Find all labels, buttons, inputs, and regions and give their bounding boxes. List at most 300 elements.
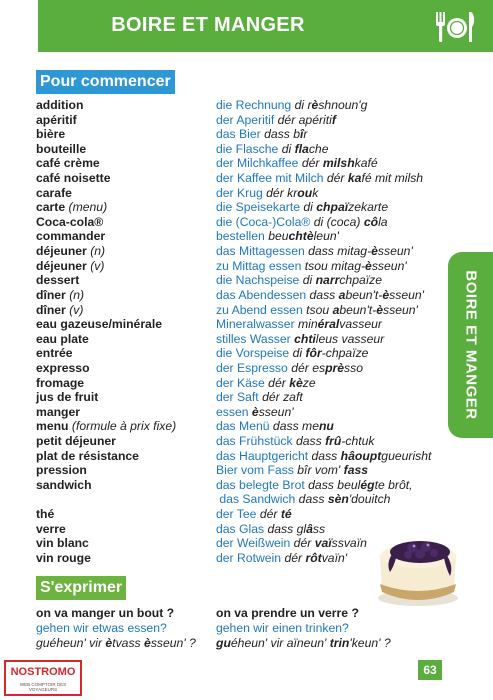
pronunciation: [299, 492, 391, 506]
german-translation: [216, 478, 456, 507]
french-word: addition: [36, 98, 84, 112]
pronunciation: [268, 522, 326, 536]
pronunciation-segment: sseun': [389, 287, 424, 302]
pronunciation: [252, 405, 294, 419]
pronunciation: [268, 229, 339, 243]
phrase-question-fr: on va manger un bout ?: [36, 606, 175, 620]
french-word: déjeuner: [36, 258, 87, 273]
french-term: [36, 405, 216, 420]
pronunciation: [297, 463, 368, 477]
pronunciation-segment: di: [292, 346, 306, 361]
pronunciation-segment: frû: [325, 434, 342, 449]
french-term: [36, 332, 216, 347]
french-term: [36, 229, 216, 244]
pronunciation-segment: fass: [343, 463, 369, 478]
german-word: Bier vom Fass: [216, 463, 294, 478]
french-term: [36, 215, 216, 230]
pronunciation-segment: r: [303, 127, 308, 142]
french-term: [36, 390, 216, 405]
pronunciation-segment: chpaï: [316, 200, 349, 215]
french-term: [36, 449, 216, 464]
pronunciation-segment: ou: [297, 185, 313, 200]
phrase-right: [216, 606, 391, 651]
vocab-row: [36, 127, 476, 142]
vocab-row: [36, 98, 476, 113]
pronunciation-segment: dass: [298, 492, 328, 507]
vocab-row: [36, 273, 476, 288]
french-term: [36, 303, 216, 318]
pronunciation-segment: -chpaïze: [321, 346, 369, 361]
french-word: bière: [36, 127, 66, 142]
pronunciation: [312, 449, 432, 463]
french-term: [36, 434, 216, 449]
pronunciation: [314, 215, 388, 229]
pronunciation-segment: tsou: [306, 302, 333, 317]
pronunciation-segment: cô: [363, 214, 379, 229]
french-word: carte: [36, 200, 66, 215]
french-word: menu: [36, 419, 69, 434]
pronunciation-segment: è: [144, 636, 151, 650]
pronunciation-segment: 'keun' ?: [349, 636, 391, 650]
pronunciation: [260, 507, 292, 521]
french-term: [36, 419, 216, 434]
pronunciation-segment: dér es: [291, 360, 326, 375]
cheesecake-image: [368, 528, 468, 613]
french-term: [36, 522, 216, 537]
german-word: zu Abend essen: [216, 302, 303, 317]
german-translation: [216, 186, 456, 201]
german-word: das Bier: [216, 127, 261, 142]
pronunciation-segment: -chtuk: [341, 434, 375, 449]
pronunciation-segment: té: [280, 507, 292, 522]
vocab-row: [36, 405, 476, 420]
pronunciation-segment: dass b: [264, 127, 301, 142]
nostromo-logo: NOSTROMO WEB COMPTOIR DES VOYAGEURS: [4, 660, 82, 696]
pronunciation: [284, 551, 347, 565]
vocab-row: [36, 317, 476, 332]
german-translation: [216, 273, 456, 288]
german-translation: [216, 142, 456, 157]
pronunciation: [293, 346, 369, 360]
french-note: (n): [90, 244, 106, 259]
german-translation: [216, 507, 456, 522]
pronunciation-segment: vasseur: [339, 317, 382, 332]
pronunciation-segment: shnoun'g: [318, 98, 368, 112]
vocab-row: [36, 390, 476, 405]
pronunciation: [264, 127, 307, 141]
pronunciation-segment: dér kr: [266, 185, 298, 200]
french-term: [36, 171, 216, 186]
pronunciation: [295, 98, 368, 112]
pronunciation-segment: dass gl: [267, 521, 307, 536]
pronunciation-segment: sseun': [383, 302, 418, 317]
german-word: die Flasche: [216, 141, 279, 156]
pronunciation-segment: kè: [289, 375, 303, 390]
french-term: [36, 536, 216, 551]
pronunciation-segment: dass: [309, 287, 339, 302]
phrase-left: [36, 606, 196, 651]
pronunciation-segment: min: [297, 317, 318, 332]
pronunciation-segment: f: [331, 112, 336, 127]
pronunciation-segment: la: [378, 214, 388, 229]
pronunciation-segment: chpaïze: [339, 273, 383, 288]
pronunciation-segment: vaïn': [321, 550, 348, 565]
german-word: der Kaffee mit Milch: [216, 171, 324, 186]
section-title-s-exprimer: S'exprimer: [36, 576, 126, 600]
french-word: eau gazeuse/minérale: [36, 317, 162, 332]
german-word: die Nachspeise: [216, 273, 300, 288]
pronunciation-segment: rôt: [305, 550, 322, 565]
pronunciation-segment: fôr: [305, 346, 322, 361]
german-translation: [216, 156, 456, 171]
pronunciation-segment: â: [306, 521, 313, 536]
pronunciation-segment: leun': [313, 229, 339, 244]
french-word: Coca-cola®: [36, 214, 104, 229]
pronunciation-segment: sèn: [327, 492, 349, 507]
pronunciation: [291, 361, 363, 375]
german-word: bestellen: [216, 229, 265, 244]
section-title-pour-commencer: Pour commencer: [36, 70, 175, 94]
pronunciation-segment: leus vasseur: [315, 331, 385, 346]
pronunciation-segment: kafé: [354, 156, 378, 171]
french-word: dîner: [36, 287, 66, 302]
pronunciation: [273, 419, 334, 433]
german-translation: [216, 200, 456, 215]
french-word: vin blanc: [36, 536, 89, 551]
french-word: fromage: [36, 375, 85, 390]
pronunciation-segment: dass: [295, 434, 326, 449]
phrase-pronunciation: [36, 636, 196, 651]
side-tab-label: BOIRE ET MANGER: [462, 270, 479, 420]
pronunciation-segment: sseun' ?: [150, 636, 196, 650]
french-word: eau plate: [36, 331, 89, 346]
pronunciation-segment: dér: [301, 156, 323, 171]
pronunciation-segment: milsh: [322, 156, 355, 171]
german-word: stilles Wasser: [216, 331, 291, 346]
german-word: essen: [216, 404, 249, 419]
german-word: der Rotwein: [216, 550, 282, 565]
french-word: vin rouge: [36, 550, 91, 565]
vocabulary-list: [36, 98, 476, 565]
pronunciation-segment: dér zaft: [262, 390, 303, 405]
vocab-row: [36, 156, 476, 171]
vocab-row: [36, 229, 476, 244]
german-translation: [216, 376, 456, 391]
pronunciation-segment: ég: [360, 477, 375, 492]
french-term: [36, 200, 216, 215]
pronunciation-segment: sseun': [258, 404, 294, 419]
german-translation: [216, 127, 456, 142]
vocab-row: [36, 142, 476, 157]
pronunciation-segment: a: [332, 302, 340, 317]
german-translation: [216, 215, 456, 230]
pronunciation: [306, 303, 418, 317]
pronunciation-segment: vaï: [314, 536, 332, 551]
vocab-row: [36, 186, 476, 201]
pronunciation: [308, 478, 412, 492]
german-word: die (Coca-)Cola®: [216, 214, 311, 229]
pronunciation-segment: beun't-: [339, 302, 377, 317]
pronunciation-segment: fla: [294, 141, 309, 156]
vocab-row: [36, 244, 476, 259]
french-word: café crème: [36, 156, 100, 171]
german-translation: [216, 317, 456, 332]
german-word: das Hauptgericht: [216, 448, 309, 463]
german-word: die Vorspeise: [216, 346, 290, 361]
pronunciation-segment: è: [311, 98, 319, 112]
german-translation: [216, 449, 456, 464]
german-word: zu Mittag essen: [216, 258, 302, 273]
pronunciation-segment: tvass: [112, 636, 145, 650]
pronunciation-segment: dér: [284, 550, 306, 565]
pronunciation-segment: 'douitch: [348, 492, 391, 507]
german-word: der Saft: [216, 390, 259, 405]
german-translation: [216, 434, 456, 449]
pronunciation-segment: è: [365, 258, 372, 273]
vocab-row: [36, 200, 476, 215]
pronunciation-segment: è: [371, 244, 378, 259]
german-translation: [216, 98, 456, 113]
french-word: petit déjeuner: [36, 434, 116, 449]
pronunciation-segment: è: [251, 404, 259, 419]
pronunciation-segment: di: [302, 273, 316, 288]
vocab-row: [36, 288, 476, 303]
french-word: thé: [36, 507, 55, 522]
pronunciation-segment: sseun': [377, 244, 413, 259]
pronunciation-segment: è: [105, 636, 113, 650]
german-word: der Weißwein: [216, 536, 291, 551]
french-note: (formule à prix fixe): [71, 419, 177, 434]
french-word: plat de résistance: [36, 448, 139, 463]
pronunciation-segment: di (coca): [313, 214, 364, 229]
french-word: verre: [36, 521, 66, 536]
pronunciation-segment: ze: [302, 375, 316, 390]
french-term: [36, 142, 216, 157]
pronunciation-segment: guéheun' vir: [36, 636, 106, 650]
phrase-question-de: gehen wir einen trinken?: [216, 621, 349, 635]
pronunciation-segment: dass me: [272, 419, 319, 434]
pronunciation: [327, 171, 423, 185]
pronunciation: [298, 317, 382, 331]
french-word: entrée: [36, 346, 73, 361]
chapter-header: [38, 0, 493, 52]
pronunciation: [294, 332, 384, 346]
vocab-row: [36, 507, 476, 522]
vocab-row: [36, 215, 476, 230]
pronunciation-segment: k: [312, 185, 319, 200]
pronunciation-segment: bîr vom': [297, 463, 344, 478]
german-word: das belegte Brot: [216, 477, 305, 492]
german-translation: [216, 303, 456, 318]
french-word: manger: [36, 404, 81, 419]
pronunciation-segment: è: [376, 302, 384, 317]
vocab-row: [36, 113, 476, 128]
vocab-row: [36, 303, 476, 318]
french-word: commander: [36, 229, 106, 244]
pronunciation-segment: sseun': [371, 258, 407, 273]
pronunciation-segment: chtè: [288, 229, 314, 244]
french-term: [36, 244, 216, 259]
french-term: [36, 478, 216, 507]
phrase-question-fr: on va prendre un verre ?: [216, 606, 359, 620]
pronunciation-segment: ka: [347, 171, 362, 186]
french-term: [36, 361, 216, 376]
french-word: carafe: [36, 185, 72, 200]
french-term: [36, 376, 216, 391]
vocab-row: [36, 332, 476, 347]
german-word: das Menü: [216, 419, 270, 434]
french-term: [36, 551, 216, 566]
pronunciation-segment: chti: [294, 331, 316, 346]
french-word: jus de fruit: [36, 390, 99, 405]
pronunciation-segment: di: [303, 200, 317, 215]
french-word: déjeuner: [36, 244, 87, 259]
pronunciation-segment: ss: [312, 521, 326, 536]
pronunciation-segment: beu: [268, 229, 289, 244]
pronunciation-segment: tsou mitag-: [304, 258, 366, 273]
pronunciation-segment: dér: [259, 507, 281, 522]
pronunciation: [305, 259, 407, 273]
pronunciation-segment: dass mitag-: [308, 244, 372, 259]
cutlery-plate-icon: [432, 8, 478, 51]
german-word: die Rechnung: [216, 98, 292, 112]
vocab-row: [36, 346, 476, 361]
french-note: (v): [90, 258, 105, 273]
german-translation: [216, 229, 456, 244]
french-word: bouteille: [36, 141, 87, 156]
german-word: Mineralwasser: [216, 317, 295, 332]
french-term: [36, 346, 216, 361]
chapter-title: BOIRE ET MANGER: [111, 14, 305, 36]
pronunciation: [294, 536, 367, 550]
french-term: [36, 127, 216, 142]
german-translation: [216, 332, 456, 347]
pronunciation-segment: ssvaïn: [331, 536, 367, 551]
french-term: [36, 113, 216, 128]
pronunciation-segment: beun't-: [345, 287, 383, 302]
page-number: 63: [418, 660, 442, 680]
pronunciation-segment: zekarte: [348, 200, 389, 215]
french-word: apéritif: [36, 112, 77, 127]
pronunciation-segment: te brôt,: [374, 477, 413, 492]
pronunciation-segment: dass beul: [308, 477, 361, 492]
french-term: [36, 156, 216, 171]
pronunciation: [266, 186, 318, 200]
pronunciation-segment: narr: [315, 273, 340, 288]
pronunciation-segment: trin: [329, 636, 350, 650]
side-chapter-tab[interactable]: [448, 252, 493, 438]
pronunciation: [302, 156, 378, 170]
french-note: (menu): [68, 200, 108, 215]
pronunciation: [296, 434, 375, 448]
pronunciation-segment: dass: [311, 448, 341, 463]
german-word: das Abendessen: [216, 287, 307, 302]
french-word: expresso: [36, 360, 90, 375]
pronunciation-segment: dér: [326, 171, 348, 186]
german-word: der Espresso: [216, 360, 288, 375]
vocab-row: [36, 449, 476, 464]
pronunciation-segment: fé mit milsh: [361, 171, 424, 186]
pronunciation: [262, 390, 303, 404]
pronunciation-segment: che: [308, 141, 329, 156]
pronunciation: [282, 142, 329, 156]
vocab-row: [36, 463, 476, 478]
vocab-row: [36, 259, 476, 274]
german-translation: [216, 171, 456, 186]
pronunciation-segment: éral: [317, 317, 340, 332]
pronunciation-segment: dér apériti: [277, 112, 332, 127]
vocab-row: [36, 361, 476, 376]
german-translation: [216, 405, 456, 420]
french-term: [36, 507, 216, 522]
german-translation: [216, 390, 456, 405]
german-translation: [216, 259, 456, 274]
vocab-row: [36, 478, 476, 507]
french-term: [36, 463, 216, 478]
french-word: pression: [36, 463, 87, 478]
pronunciation-segment: éheun' vir aïneun': [230, 636, 330, 650]
vocab-row: [36, 419, 476, 434]
german-word: der Tee: [216, 507, 257, 522]
german-word: das Mittagessen: [216, 244, 305, 259]
french-term: [36, 317, 216, 332]
french-term: [36, 186, 216, 201]
phrase-pronunciation: [216, 636, 391, 651]
german-translation: [216, 346, 456, 361]
pronunciation: [268, 376, 315, 390]
pronunciation-segment: dér: [293, 536, 315, 551]
vocab-row: [36, 171, 476, 186]
german-translation: [216, 113, 456, 128]
german-word: die Speisekarte: [216, 200, 301, 215]
german-word: der Aperitif: [216, 112, 275, 127]
french-term: [36, 288, 216, 303]
german-word: der Milchkaffee: [216, 156, 299, 171]
pronunciation: [278, 113, 336, 127]
pronunciation-segment: nu: [318, 419, 334, 434]
pronunciation-segment: gueurisht: [381, 448, 432, 463]
french-word: sandwich: [36, 477, 92, 492]
german-word: der Käse: [216, 375, 265, 390]
pronunciation-segment: prè: [325, 360, 345, 375]
french-term: [36, 259, 216, 274]
vocab-row: [36, 434, 476, 449]
french-word: dîner: [36, 302, 66, 317]
german-word: das Sandwich: [219, 492, 296, 507]
french-note: (v): [69, 302, 84, 317]
german-translation: [216, 288, 456, 303]
french-word: dessert: [36, 273, 80, 288]
pronunciation-segment: dér: [268, 375, 290, 390]
pronunciation: [303, 273, 382, 287]
french-term: [36, 98, 216, 113]
pronunciation-segment: sso: [344, 360, 364, 375]
pronunciation-segment: gu: [216, 636, 231, 650]
phrase-question-de: gehen wir etwas essen?: [36, 621, 167, 635]
pronunciation-segment: è: [382, 287, 390, 302]
french-note: (n): [69, 287, 85, 302]
german-word: das Frühstück: [216, 434, 293, 449]
german-word: der Krug: [216, 185, 263, 200]
german-translation: [216, 419, 456, 434]
french-term: [36, 273, 216, 288]
pronunciation: [303, 200, 388, 214]
pronunciation-segment: di: [281, 141, 295, 156]
vocab-row: [36, 376, 476, 391]
german-word: das Glas: [216, 521, 265, 536]
french-word: café noisette: [36, 171, 111, 186]
pronunciation-segment: hâoupt: [340, 448, 382, 463]
